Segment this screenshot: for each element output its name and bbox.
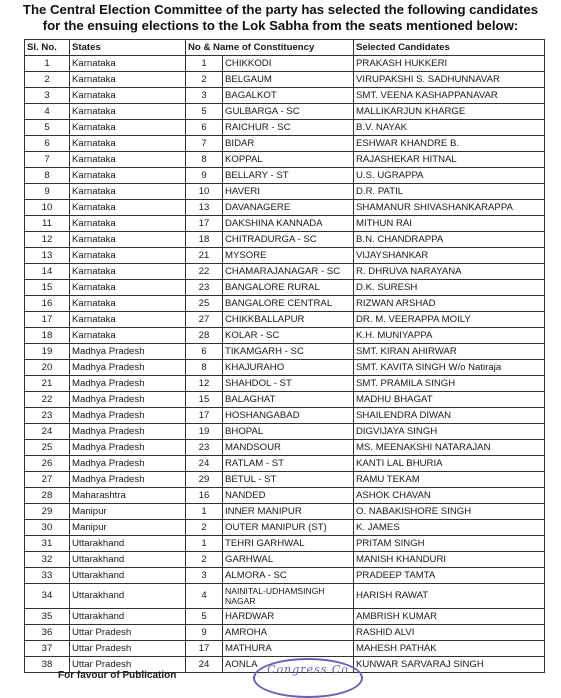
constituency-name-cell: BELGAUM	[223, 72, 354, 88]
constituency-name-cell: CHITRADURGA - SC	[223, 232, 354, 248]
candidate-cell: O. NABAKISHORE SINGH	[354, 504, 545, 520]
constituency-name-cell: HOSHANGABAD	[223, 408, 354, 424]
table-row	[25, 504, 545, 520]
column-header-constituency: No & Name of Constituency	[186, 40, 354, 56]
state-cell: Karnataka	[70, 72, 186, 88]
constituency-name-cell: NANDED	[223, 488, 354, 504]
sl-no-cell: 2	[25, 72, 70, 88]
state-cell: Manipur	[70, 504, 186, 520]
candidate-cell: KANTI LAL BHURIA	[354, 456, 545, 472]
party-stamp	[253, 658, 363, 698]
constituency-number-cell: 6	[186, 120, 223, 136]
table-row	[25, 641, 545, 657]
heading-line-2: for the ensuing elections to the Lok Sabha from the seats mentioned below:	[42, 18, 519, 33]
constituency-name-cell: RAICHUR - SC	[223, 120, 354, 136]
state-cell: Karnataka	[70, 184, 186, 200]
candidate-cell: U.S. UGRAPPA	[354, 168, 545, 184]
document-heading	[0, 2, 561, 34]
state-cell: Uttar Pradesh	[70, 625, 186, 641]
state-cell: Uttar Pradesh	[70, 641, 186, 657]
constituency-name-cell: BAGALKOT	[223, 88, 354, 104]
candidate-cell: MADHU BHAGAT	[354, 392, 545, 408]
table-row	[25, 392, 545, 408]
sl-no-cell: 12	[25, 232, 70, 248]
candidate-cell: SMT. PRAMILA SINGH	[354, 376, 545, 392]
candidate-cell: VIRUPAKSHI S. SADHUNNAVAR	[354, 72, 545, 88]
candidate-cell: D.R. PATIL	[354, 184, 545, 200]
constituency-number-cell: 3	[186, 568, 223, 584]
candidate-cell: SMT. KAVITA SINGH W/o Natiraja	[354, 360, 545, 376]
constituency-number-cell: 18	[186, 232, 223, 248]
state-cell: Karnataka	[70, 88, 186, 104]
sl-no-cell: 18	[25, 328, 70, 344]
candidate-cell: SHAMANUR SHIVASHANKARAPPA	[354, 200, 545, 216]
sl-no-cell: 5	[25, 120, 70, 136]
table-row	[25, 248, 545, 264]
table-row	[25, 625, 545, 641]
constituency-number-cell: 13	[186, 200, 223, 216]
state-cell: Karnataka	[70, 296, 186, 312]
state-cell: Karnataka	[70, 264, 186, 280]
sl-no-cell: 24	[25, 424, 70, 440]
state-cell: Maharashtra	[70, 488, 186, 504]
sl-no-cell: 11	[25, 216, 70, 232]
column-header-states: States	[70, 40, 186, 56]
candidate-cell: PRADEEP TAMTA	[354, 568, 545, 584]
table-row	[25, 296, 545, 312]
constituency-name-cell: BETUL - ST	[223, 472, 354, 488]
state-cell: Uttarakhand	[70, 584, 186, 609]
state-cell: Madhya Pradesh	[70, 360, 186, 376]
table-row	[25, 216, 545, 232]
state-cell: Madhya Pradesh	[70, 424, 186, 440]
table-row	[25, 56, 545, 72]
constituency-name-cell: CHAMARAJANAGAR - SC	[223, 264, 354, 280]
sl-no-cell: 10	[25, 200, 70, 216]
constituency-number-cell: 3	[186, 88, 223, 104]
sl-no-cell: 25	[25, 440, 70, 456]
constituency-number-cell: 17	[186, 408, 223, 424]
candidate-cell: MITHUN RAI	[354, 216, 545, 232]
constituency-name-cell: BELLARY - ST	[223, 168, 354, 184]
footer-note: For favour of Publication	[58, 670, 177, 679]
constituency-name-cell: NAINITAL-UDHAMSINGH NAGAR	[223, 584, 354, 609]
state-cell: Uttar Pradesh	[70, 657, 186, 673]
constituency-number-cell: 29	[186, 472, 223, 488]
table-row	[25, 104, 545, 120]
table-row	[25, 344, 545, 360]
state-cell: Karnataka	[70, 312, 186, 328]
constituency-number-cell: 23	[186, 440, 223, 456]
table-row	[25, 152, 545, 168]
candidate-cell: AMBRISH KUMAR	[354, 609, 545, 625]
constituency-number-cell: 15	[186, 392, 223, 408]
sl-no-cell: 31	[25, 536, 70, 552]
state-cell: Madhya Pradesh	[70, 392, 186, 408]
state-cell: Madhya Pradesh	[70, 440, 186, 456]
constituency-name-cell: DAVANAGERE	[223, 200, 354, 216]
state-cell: Karnataka	[70, 104, 186, 120]
sl-no-cell: 15	[25, 280, 70, 296]
candidate-cell: K.H. MUNIYAPPA	[354, 328, 545, 344]
table-row	[25, 360, 545, 376]
constituency-number-cell: 12	[186, 376, 223, 392]
constituency-number-cell: 16	[186, 488, 223, 504]
sl-no-cell: 16	[25, 296, 70, 312]
candidate-cell: PRAKASH HUKKERI	[354, 56, 545, 72]
table-row	[25, 184, 545, 200]
sl-no-cell: 28	[25, 488, 70, 504]
state-cell: Karnataka	[70, 168, 186, 184]
table-row	[25, 408, 545, 424]
constituency-name-cell: BHOPAL	[223, 424, 354, 440]
constituency-number-cell: 23	[186, 280, 223, 296]
sl-no-cell: 36	[25, 625, 70, 641]
constituency-number-cell: 1	[186, 536, 223, 552]
sl-no-cell: 22	[25, 392, 70, 408]
column-header-candidates: Selected Candidates	[354, 40, 545, 56]
sl-no-cell: 17	[25, 312, 70, 328]
state-cell: Madhya Pradesh	[70, 376, 186, 392]
candidate-cell: DR. M. VEERAPPA MOILY	[354, 312, 545, 328]
constituency-number-cell: 27	[186, 312, 223, 328]
constituency-name-cell: KOLAR - SC	[223, 328, 354, 344]
table-header-row	[25, 40, 545, 56]
sl-no-cell: 29	[25, 504, 70, 520]
table-row	[25, 280, 545, 296]
state-cell: Uttarakhand	[70, 609, 186, 625]
sl-no-cell: 6	[25, 136, 70, 152]
constituency-number-cell: 2	[186, 552, 223, 568]
constituency-number-cell: 4	[186, 584, 223, 609]
state-cell: Karnataka	[70, 136, 186, 152]
constituency-number-cell: 5	[186, 104, 223, 120]
candidate-cell: ESHWAR KHANDRE B.	[354, 136, 545, 152]
sl-no-cell: 21	[25, 376, 70, 392]
constituency-name-cell: BALAGHAT	[223, 392, 354, 408]
sl-no-cell: 23	[25, 408, 70, 424]
table-row	[25, 472, 545, 488]
constituency-name-cell: DAKSHINA KANNADA	[223, 216, 354, 232]
candidate-cell: RAMU TEKAM	[354, 472, 545, 488]
state-cell: Madhya Pradesh	[70, 408, 186, 424]
sl-no-cell: 32	[25, 552, 70, 568]
constituency-name-cell: INNER MANIPUR	[223, 504, 354, 520]
constituency-number-cell: 22	[186, 264, 223, 280]
table-row	[25, 440, 545, 456]
table-row	[25, 200, 545, 216]
constituency-name-cell: MANDSOUR	[223, 440, 354, 456]
table-row	[25, 136, 545, 152]
state-cell: Uttarakhand	[70, 536, 186, 552]
table-row	[25, 376, 545, 392]
state-cell: Uttarakhand	[70, 568, 186, 584]
constituency-name-cell: HARDWAR	[223, 609, 354, 625]
heading-line-1: The Central Election Committee of the party has selected the following candidates	[22, 2, 539, 17]
constituency-name-cell: CHIKKODI	[223, 56, 354, 72]
candidate-cell: VIJAYSHANKAR	[354, 248, 545, 264]
sl-no-cell: 30	[25, 520, 70, 536]
constituency-number-cell: 21	[186, 248, 223, 264]
sl-no-cell: 8	[25, 168, 70, 184]
constituency-number-cell: 25	[186, 296, 223, 312]
state-cell: Manipur	[70, 520, 186, 536]
constituency-number-cell: 7	[186, 136, 223, 152]
sl-no-cell: 27	[25, 472, 70, 488]
constituency-name-cell: GARHWAL	[223, 552, 354, 568]
constituency-name-cell: BIDAR	[223, 136, 354, 152]
constituency-name-cell: GULBARGA - SC	[223, 104, 354, 120]
candidate-cell: B.V. NAYAK	[354, 120, 545, 136]
sl-no-cell: 26	[25, 456, 70, 472]
candidate-cell: DIGVIJAYA SINGH	[354, 424, 545, 440]
state-cell: Karnataka	[70, 328, 186, 344]
candidate-cell: RASHID ALVI	[354, 625, 545, 641]
state-cell: Karnataka	[70, 280, 186, 296]
table-row	[25, 520, 545, 536]
candidate-cell: KUNWAR SARVARAJ SINGH	[354, 657, 545, 673]
table-row	[25, 456, 545, 472]
constituency-number-cell: 9	[186, 625, 223, 641]
candidate-cell: RAJASHEKAR HITNAL	[354, 152, 545, 168]
table-row	[25, 568, 545, 584]
candidate-cell: D.K. SURESH	[354, 280, 545, 296]
candidate-cell: MS. MEENAKSHI NATARAJAN	[354, 440, 545, 456]
constituency-name-cell: OUTER MANIPUR (ST)	[223, 520, 354, 536]
constituency-name-cell: MYSORE	[223, 248, 354, 264]
table-row	[25, 552, 545, 568]
constituency-name-cell: BANGALORE RURAL	[223, 280, 354, 296]
table-row	[25, 328, 545, 344]
constituency-number-cell: 24	[186, 657, 223, 673]
constituency-name-cell: KOPPAL	[223, 152, 354, 168]
constituency-name-cell: MATHURA	[223, 641, 354, 657]
table-row	[25, 88, 545, 104]
candidate-cell: B.N. CHANDRAPPA	[354, 232, 545, 248]
sl-no-cell: 33	[25, 568, 70, 584]
stamp-text: Congress Co	[267, 663, 349, 676]
sl-no-cell: 7	[25, 152, 70, 168]
constituency-name-cell: HAVERI	[223, 184, 354, 200]
constituency-name-cell: TIKAMGARH - SC	[223, 344, 354, 360]
candidate-cell: HARISH RAWAT	[354, 584, 545, 609]
constituency-name-cell: CHIKKBALLAPUR	[223, 312, 354, 328]
candidate-cell: SMT. KIRAN AHIRWAR	[354, 344, 545, 360]
constituency-number-cell: 10	[186, 184, 223, 200]
constituency-number-cell: 8	[186, 360, 223, 376]
constituency-number-cell: 28	[186, 328, 223, 344]
constituency-number-cell: 6	[186, 344, 223, 360]
state-cell: Karnataka	[70, 248, 186, 264]
sl-no-cell: 13	[25, 248, 70, 264]
constituency-name-cell: SHAHDOL - ST	[223, 376, 354, 392]
table-row	[25, 232, 545, 248]
sl-no-cell: 37	[25, 641, 70, 657]
constituency-number-cell: 1	[186, 504, 223, 520]
constituency-number-cell: 2	[186, 520, 223, 536]
constituency-number-cell: 17	[186, 641, 223, 657]
constituency-number-cell: 8	[186, 152, 223, 168]
constituency-number-cell: 24	[186, 456, 223, 472]
table-row	[25, 168, 545, 184]
constituency-name-cell: AONLA	[223, 657, 354, 673]
candidate-cell: ASHOK CHAVAN	[354, 488, 545, 504]
state-cell: Madhya Pradesh	[70, 472, 186, 488]
state-cell: Karnataka	[70, 200, 186, 216]
constituency-number-cell: 19	[186, 424, 223, 440]
table-row	[25, 609, 545, 625]
sl-no-cell: 35	[25, 609, 70, 625]
constituency-number-cell: 2	[186, 72, 223, 88]
sl-no-cell: 34	[25, 584, 70, 609]
state-cell: Uttarakhand	[70, 552, 186, 568]
constituency-name-cell: KHAJURAHO	[223, 360, 354, 376]
constituency-number-cell: 17	[186, 216, 223, 232]
state-cell: Madhya Pradesh	[70, 344, 186, 360]
sl-no-cell: 20	[25, 360, 70, 376]
sl-no-cell: 9	[25, 184, 70, 200]
candidate-cell: RIZWAN ARSHAD	[354, 296, 545, 312]
sl-no-cell: 4	[25, 104, 70, 120]
sl-no-cell: 14	[25, 264, 70, 280]
state-cell: Karnataka	[70, 232, 186, 248]
table-row	[25, 264, 545, 280]
constituency-name-cell: BANGALORE CENTRAL	[223, 296, 354, 312]
constituency-number-cell: 1	[186, 56, 223, 72]
state-cell: Karnataka	[70, 56, 186, 72]
table-row	[25, 584, 545, 609]
candidate-cell: K. JAMES	[354, 520, 545, 536]
table-row	[25, 424, 545, 440]
state-cell: Karnataka	[70, 120, 186, 136]
sl-no-cell: 3	[25, 88, 70, 104]
constituency-number-cell: 9	[186, 168, 223, 184]
candidate-cell: SMT. VEENA KASHAPPANAVAR	[354, 88, 545, 104]
state-cell: Karnataka	[70, 216, 186, 232]
state-cell: Karnataka	[70, 152, 186, 168]
state-cell: Madhya Pradesh	[70, 456, 186, 472]
candidate-cell: SHAILENDRA DIWAN	[354, 408, 545, 424]
table-body	[25, 56, 545, 673]
constituency-number-cell: 5	[186, 609, 223, 625]
candidates-table	[24, 39, 545, 673]
constituency-name-cell: ALMORA - SC	[223, 568, 354, 584]
constituency-name-cell: AMROHA	[223, 625, 354, 641]
candidate-cell: MANISH KHANDURI	[354, 552, 545, 568]
candidate-cell: MALLIKARJUN KHARGE	[354, 104, 545, 120]
table-row	[25, 72, 545, 88]
constituency-name-cell: RATLAM - ST	[223, 456, 354, 472]
sl-no-cell: 1	[25, 56, 70, 72]
candidate-cell: MAHESH PATHAK	[354, 641, 545, 657]
table-row	[25, 120, 545, 136]
table-row	[25, 312, 545, 328]
column-header-sl-no: Sl. No.	[25, 40, 70, 56]
sl-no-cell: 19	[25, 344, 70, 360]
sl-no-cell: 38	[25, 657, 70, 673]
table-row	[25, 536, 545, 552]
constituency-name-cell: TEHRI GARHWAL	[223, 536, 354, 552]
candidate-cell: PRITAM SINGH	[354, 536, 545, 552]
table-row	[25, 488, 545, 504]
candidate-cell: R. DHRUVA NARAYANA	[354, 264, 545, 280]
